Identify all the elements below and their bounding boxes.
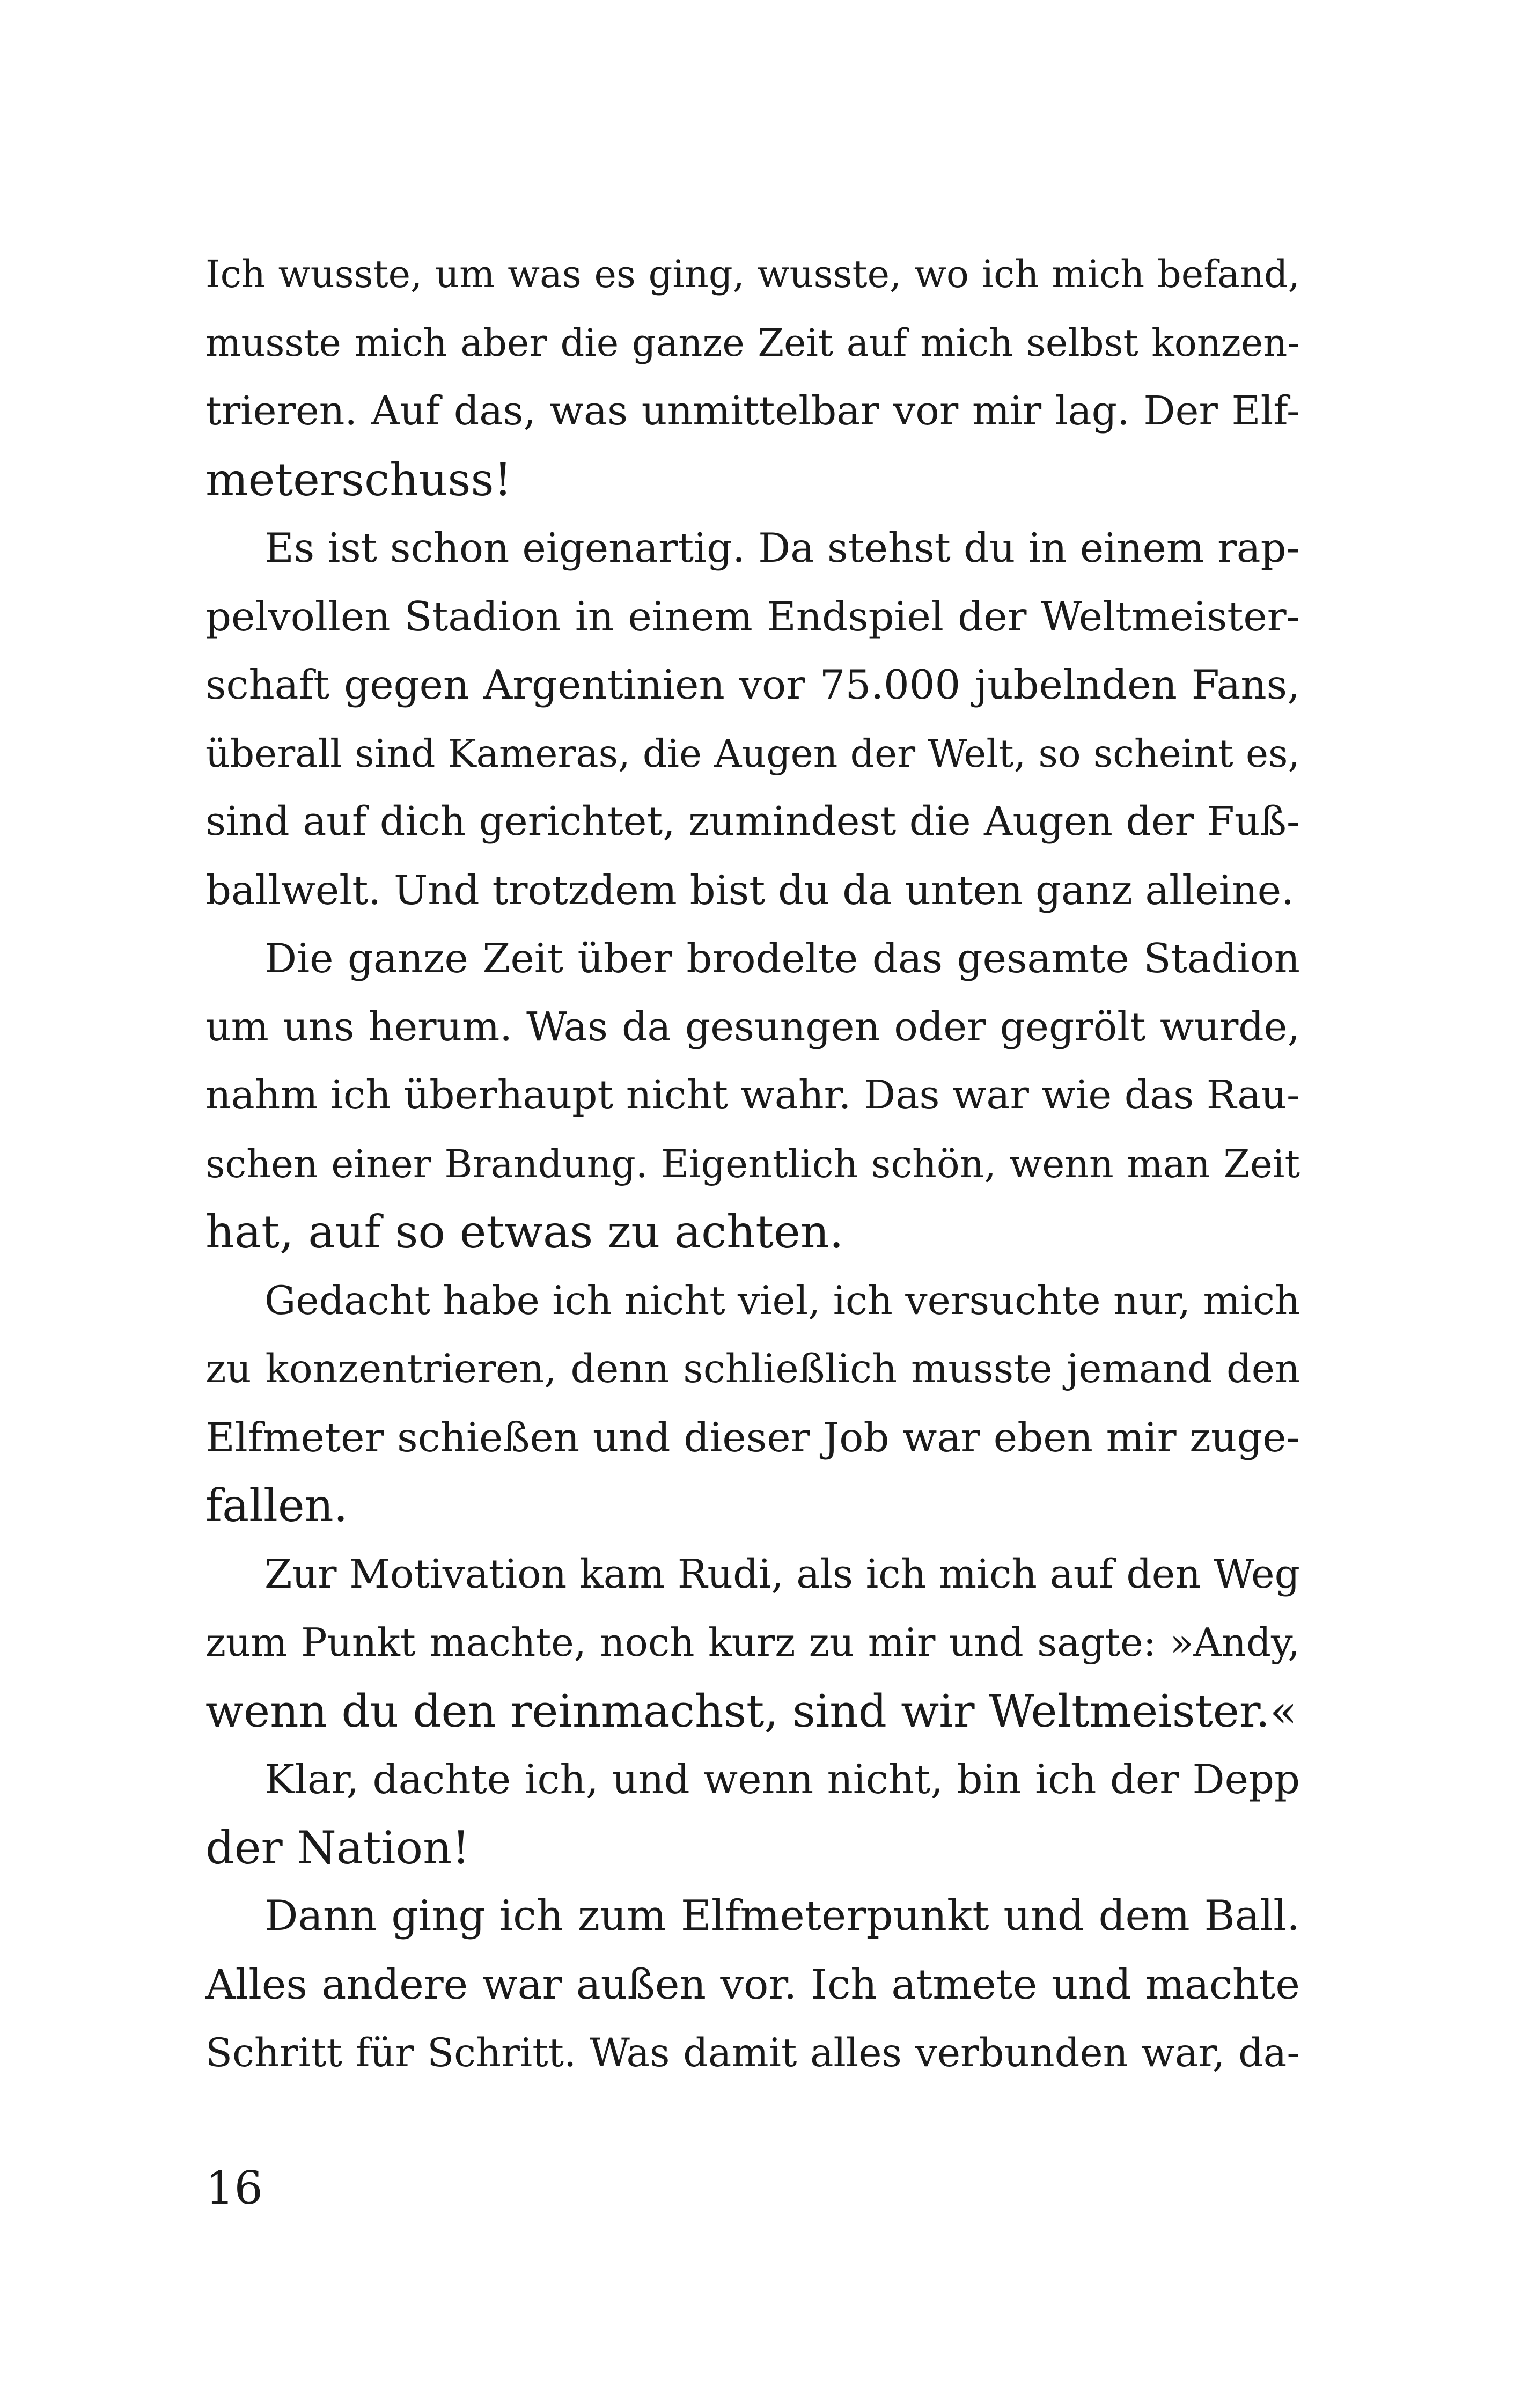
text-line: fallen. — [205, 1479, 348, 1532]
text-line: trieren. Auf das, was unmittelbar vor mir lag. Der Elf- — [205, 388, 1300, 434]
text-line: sind auf dich gerichtet, zumindest die Augen der Fuß- — [205, 798, 1300, 845]
text-line: schen einer Brandung. Eigentlich schön, wenn man Zeit — [205, 1141, 1300, 1186]
text-line: musste mich aber die ganze Zeit auf mich selbst konzen- — [205, 320, 1300, 365]
text-line: ballwelt. Und trotzdem bist du da unten ganz alleine. — [205, 866, 1295, 914]
text-line: hat, auf so etwas zu achten. — [205, 1206, 844, 1258]
text-line: der Nation! — [205, 1821, 470, 1874]
text-line: Es ist schon eigenartig. Da stehst du in einem rap- — [264, 524, 1300, 571]
body-text — [205, 240, 1300, 2088]
text-line: pelvollen Stadion in einem Endspiel der Weltmeister- — [205, 592, 1300, 640]
text-line: Klar, dachte ich, und wenn nicht, bin ich der Depp — [264, 1756, 1300, 1803]
text-line: Dann ging ich zum Elfmeterpunkt und dem Ball. — [264, 1892, 1300, 1940]
text-line: überall sind Kameras, die Augen der Welt, so scheint es, — [205, 731, 1300, 776]
text-line: Die ganze Zeit über brodelte das gesamte Stadion — [264, 935, 1300, 982]
text-line: Ich wusste, um was es ging, wusste, wo ich mich befand, — [205, 252, 1300, 296]
text-line: Elfmeter schießen und dieser Job war eben mir zuge- — [205, 1413, 1300, 1461]
text-line: zu konzentrieren, denn schließlich musste jemand den — [205, 1346, 1300, 1392]
page-number: 16 — [205, 2162, 263, 2214]
text-line: um uns herum. Was da gesungen oder gegrölt wurde, — [205, 1003, 1300, 1050]
text-line: schaft gegen Argentinien vor 75.000 jubelnden Fans, — [205, 661, 1300, 708]
text-line: meterschuss! — [205, 453, 512, 506]
text-line: wenn du den reinmachst, sind wir Weltmeister.« — [205, 1685, 1297, 1737]
text-line: Schritt für Schritt. Was damit alles verbunden war, da- — [205, 2030, 1300, 2076]
text-line: Gedacht habe ich nicht viel, ich versuchte nur, mich — [264, 1278, 1300, 1324]
text-line: zum Punkt machte, noch kurz zu mir und sagte: »Andy, — [205, 1620, 1300, 1665]
text-line: nahm ich überhaupt nicht wahr. Das war wie das Rau- — [205, 1072, 1300, 1118]
text-line: Zur Motivation kam Rudi, als ich mich auf den Weg — [264, 1551, 1300, 1597]
text-line: Alles andere war außen vor. Ich atmete und machte — [205, 1961, 1300, 2009]
